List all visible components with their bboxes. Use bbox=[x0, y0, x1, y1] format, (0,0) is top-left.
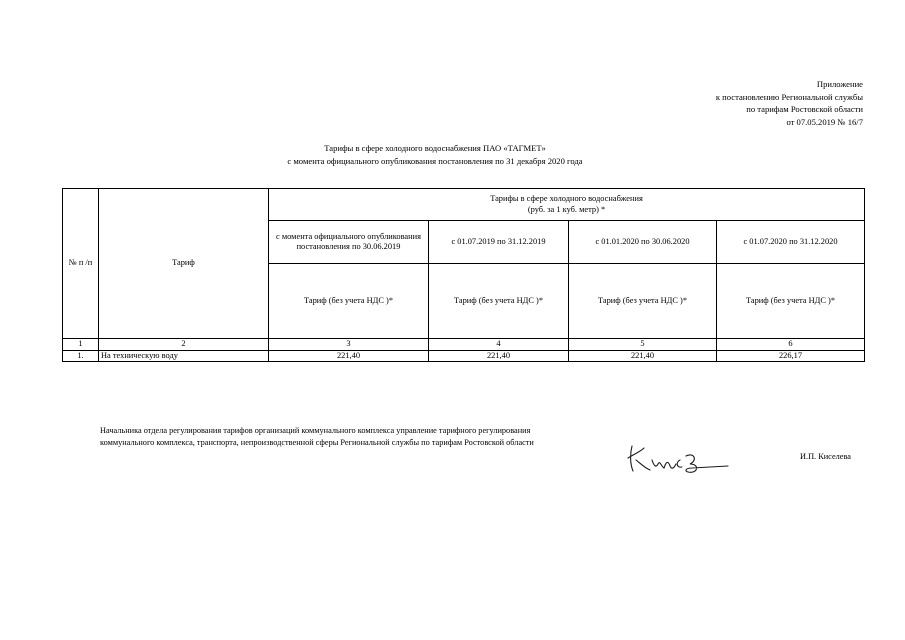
title-line: Тарифы в сфере холодного водоснабжения ПАО «ТАГМЕТ» bbox=[324, 143, 546, 153]
header-tariff: Тариф bbox=[99, 189, 269, 339]
row-value: 221,40 bbox=[429, 350, 569, 362]
column-number: 3 bbox=[269, 339, 429, 351]
header-number: № п /п bbox=[63, 189, 99, 339]
header-period: с 01.01.2020 по 30.06.2020 bbox=[569, 221, 717, 264]
header-period: с 01.07.2019 по 31.12.2019 bbox=[429, 221, 569, 264]
table-row bbox=[63, 350, 865, 362]
row-value: 221,40 bbox=[269, 350, 429, 362]
appendix-line: по тарифам Ростовской области bbox=[746, 104, 863, 115]
row-value: 221,40 bbox=[569, 350, 717, 362]
header-group-line: (руб. за 1 куб. метр) * bbox=[527, 204, 606, 214]
row-name: На техническую воду bbox=[99, 350, 269, 362]
header-subtariff: Тариф (без учета НДС )* bbox=[569, 264, 717, 339]
row-number: 1. bbox=[63, 350, 99, 362]
header-subtariff: Тариф (без учета НДС )* bbox=[429, 264, 569, 339]
appendix-header bbox=[716, 78, 863, 128]
column-number: 1 bbox=[63, 339, 99, 351]
column-number: 6 bbox=[717, 339, 865, 351]
header-period: с 01.07.2020 по 31.12.2020 bbox=[717, 221, 865, 264]
header-group-line: Тарифы в сфере холодного водоснабжения bbox=[490, 194, 643, 203]
header-subtariff: Тариф (без учета НДС )* bbox=[717, 264, 865, 339]
column-number: 5 bbox=[569, 339, 717, 351]
header-group bbox=[269, 189, 865, 221]
header-subtariff: Тариф (без учета НДС )* bbox=[269, 264, 429, 339]
signer-name: И.П. Киселева bbox=[800, 452, 851, 461]
row-value: 226,17 bbox=[717, 350, 865, 362]
handwritten-signature bbox=[624, 438, 734, 478]
column-number: 4 bbox=[429, 339, 569, 351]
column-number: 2 bbox=[99, 339, 269, 351]
appendix-line: к постановлению Региональной службы bbox=[715, 91, 863, 102]
tariffs-table bbox=[62, 188, 865, 362]
appendix-line: Приложение bbox=[816, 79, 863, 89]
document-title bbox=[240, 142, 630, 168]
title-line: с момента официального опубликования постановления по 31 декабря 2020 года bbox=[287, 155, 583, 166]
signer-position: Начальника отдела регулирования тарифов организаций коммунального комплекса управление тарифного регулирования коммунального комплекса, транспорта, непроизводственной сферы Региональной службы по тарифам Ростовской области bbox=[100, 426, 534, 448]
appendix-line: от 07.05.2019 № 16/7 bbox=[786, 116, 863, 127]
header-period: с момента официального опубликования постановления по 30.06.2019 bbox=[269, 221, 429, 264]
